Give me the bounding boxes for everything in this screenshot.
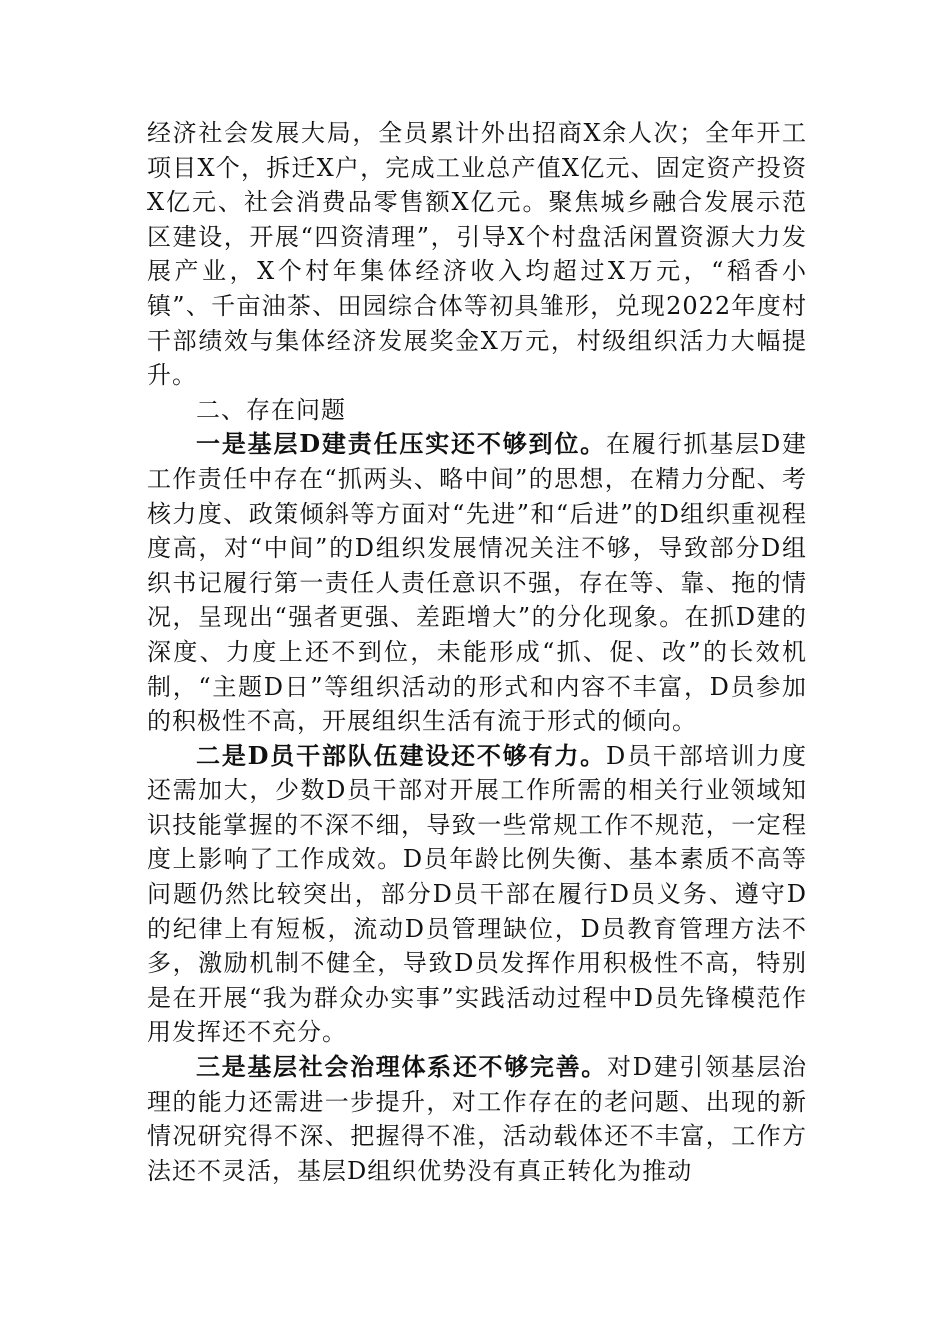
paragraph-lead: 一是基层D建责任压实还不够到位。 (196, 429, 606, 459)
paragraph-lead: 二是D员干部队伍建设还不够有力。 (196, 740, 606, 770)
paragraph-text: 在履行抓基层D建工作责任中存在“抓两头、略中间”的思想，在精力分配、考核力度、政策倾斜等方面对“先进”和“后进”的D组织重视程度高，对“中间”的D组织发展情况关注不够，导致部分D组织书记履行第一责任人责任意识不强，存在等、靠、拖的情况，呈现出“强者更强、差距增大”的分化现象。在抓D建的深度、力度上还不到位，未能形成“抓、促、改”的长效机制，“主题D日”等组织活动的形式和内容不丰富，D员参加的积极性不高，开展组织生活有流于形式的倾向。 (147, 430, 808, 736)
paragraph-issue-1 (147, 427, 807, 738)
paragraph-issue-3 (147, 1050, 807, 1188)
paragraph-text: D员干部培训力度还需加大，少数D员干部对开展工作所需的相关行业领域知识技能掌握的不深不细，导致一些常规工作不规范，一定程度上影响了工作成效。D员年龄比例失衡、基本素质不高等问题仍然比较突出，部分D员干部在履行D员义务、遵守D的纪律上有短板，流动D员管理缺位，D员教育管理方法不多，激励机制不健全，导致D员发挥作用积极性不高，特别是在开展“我为群众办实事”实践活动过程中D员先锋模范作用发挥还不充分。 (147, 741, 808, 1047)
paragraph-text: 对D建引领基层治理的能力还需进一步提升，对工作存在的老问题、出现的新情况研究得不深、把握得不准，活动载体还不丰富，工作方法还不灵活，基层D组织优势没有真正转化为推动 (147, 1053, 808, 1185)
section-heading-text: 二、存在问题 (196, 395, 346, 424)
paragraph-lead: 三是基层社会治理体系还不够完善。 (196, 1052, 607, 1082)
paragraph-continuation (147, 116, 807, 393)
paragraph-text: 经济社会发展大局，全员累计外出招商X余人次；全年开工项目X个，拆迁X户，完成工业总产值X亿元、固定资产投资X亿元、社会消费品零售额X亿元。聚焦城乡融合发展示范区建设，开展“四资清理”，引导X个村盘活闲置资源大力发展产业，X个村年集体经济收入均超过X万元，“稻香小镇”、千亩油茶、田园综合体等初具雏形，兑现2022年度村干部绩效与集体经济发展奖金X万元，村级组织活力大幅提升。 (147, 119, 807, 390)
paragraph-issue-2 (147, 739, 807, 1050)
section-heading (147, 393, 807, 428)
document-body (147, 116, 807, 1188)
